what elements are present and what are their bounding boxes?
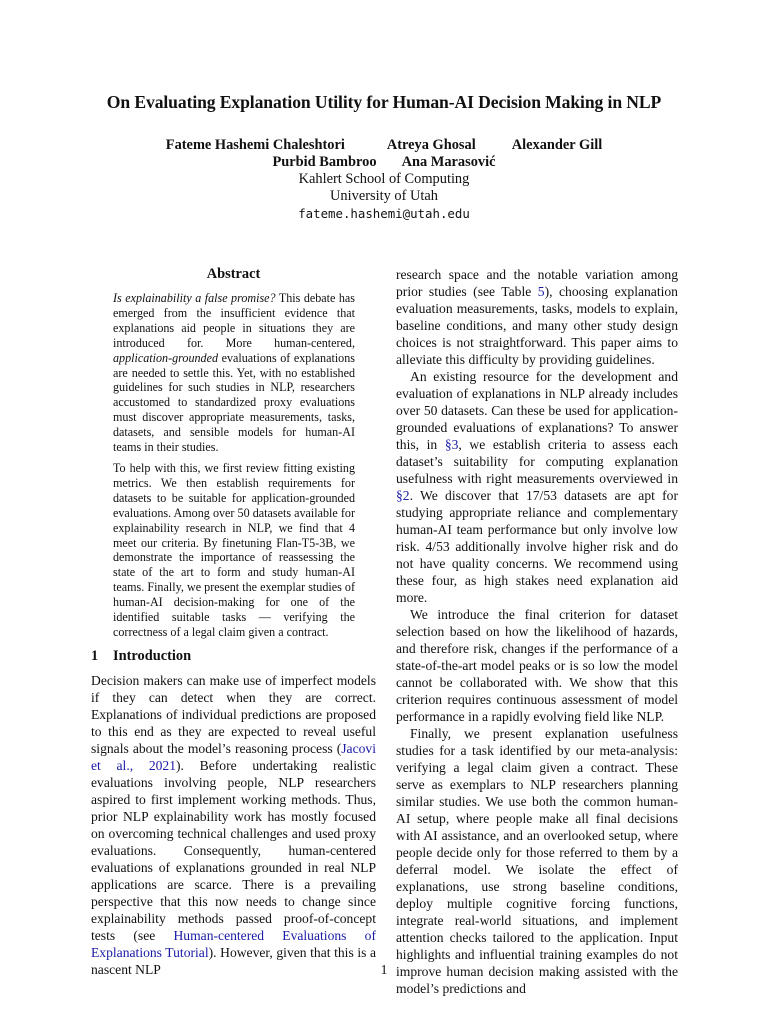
section-ref-link[interactable]: §3 <box>444 437 459 452</box>
abstract-question: Is explainability a false promise? <box>113 291 276 305</box>
right-column <box>396 266 678 997</box>
body-paragraph <box>396 368 678 606</box>
abstract-heading: Abstract <box>206 266 261 282</box>
abstract-paragraph <box>113 291 355 455</box>
affiliation-school: Kahlert School of Computing <box>298 171 470 187</box>
author-email: fateme.hashemi@utah.edu <box>298 206 470 221</box>
section-ref-link[interactable]: §2 <box>396 488 410 503</box>
tutorial-link[interactable]: Human-centered Evaluations of Explanations Tutorial <box>91 927 376 960</box>
section-heading-introduction <box>91 648 376 665</box>
affiliation-university: University of Utah <box>330 188 438 204</box>
section-title: Introduction <box>113 647 192 664</box>
body-paragraph: We introduce the final criterion for dataset selection based on how the likelihood of hazards, and therefore risk, changes if the performance of a state-of-the-art model peaks or is so low the model cannot be collaborated with. We show that this criterion requires continuous assessment of model performance in a rapidly evolving field like NLP. <box>396 607 678 724</box>
author-name: Atreya Ghosal <box>386 137 476 153</box>
body-text: , we establish criteria to assess each dataset’s suitability for computing explanation usefulness with right measurements overviewed in <box>396 437 678 486</box>
introduction-body <box>91 672 376 978</box>
abstract-emphasis: application-grounded <box>113 350 219 365</box>
author-name: Alexander Gill <box>511 137 603 153</box>
citation-link[interactable]: Jacovi et al., 2021 <box>91 740 376 773</box>
table-ref-link[interactable]: 5 <box>537 284 545 299</box>
section-number: 1 <box>91 647 99 664</box>
body-text: . We discover that 17/53 datasets are apt for studying appropriate reliance and complementary human-AI team performance but only involve low risk. 4/53 additionally involve higher risk and do not have quality concerns. We recommend using these four, as high stakes need explanation aid more. <box>396 488 678 605</box>
paper-title: On Evaluating Explanation Utility for Human-AI Decision Making in NLP <box>106 92 662 112</box>
abstract-body <box>113 291 355 640</box>
body-text: research space and the notable variation among prior studies (see Table <box>396 267 678 299</box>
body-text: ). However, given that this is a nascent NLP <box>91 944 376 977</box>
left-column <box>91 266 376 978</box>
author-name: Ana Marasović <box>401 154 496 170</box>
author-line-1 <box>0 137 768 154</box>
body-paragraph <box>396 266 678 368</box>
intro-paragraph <box>91 672 376 978</box>
body-text: ). Before undertaking realistic evaluations involving people, NLP researchers aspired to first implement working methods. Thus, prior NLP explainability work has mostly focused on overcoming technical challenges and used proxy evaluations. Consequently, human-centered evaluations of explanations grounded in real NLP applications are scarce. There is a prevailing perspective that this now needs to change since explainability methods passed proof-of-concept tests (see <box>91 757 376 943</box>
author-line-2 <box>0 154 768 171</box>
abstract-text: evaluations of explanations are needed to settle this. Yet, with no established guidelines for such studies in NLP, researchers accustomed to standardized proxy evaluations must discover appropriate measurements, tasks, datasets, and sensible models for human-AI teams in their studies. <box>113 350 355 455</box>
page-number: 1 <box>380 962 388 977</box>
body-text: ), choosing explanation evaluation measurements, tasks, models to explain, baseline conditions, and many other study design choices is not straightforward. This paper aims to alleviate this difficulty by providing guidelines. <box>396 284 678 367</box>
body-paragraph: Finally, we present explanation usefulness studies for a task identified by our meta-analysis: verifying a legal claim given a contract. These serve as exemplars to NLP researchers planning similar studies. We use both the common human-AI setup, where people make all final decisions with AI assistance, and an overlooked setup, where people decide only for those referred to them by a deferral model. We isolate the effect of explanations, use strong baseline conditions, deploy multiple cognitive forcing functions, integrate real-world situations, and implement attention checks tailored to the application. Input highlights and influential training examples do not improve human decision making assisted with the model’s predictions and <box>396 726 678 996</box>
body-text: An existing resource for the development and evaluation of explanations in NLP already includes over 50 datasets. Can these be used for application-grounded evaluations of explanations? To answer this, in <box>396 369 678 452</box>
abstract-paragraph: To help with this, we first review fitting existing metrics. We then establish requirements for datasets to be suitable for application-grounded evaluations. Among over 50 datasets available for explainability research in NLP, we find that 4 meet our criteria. By finetuning Flan-T5-3B, we demonstrate the importance of reassessing the state of the art to form and study human-AI teams. Finally, we present the exemplar studies of human-AI decision-making for one of the identified suitable tasks — verifying the correctness of a legal claim given a contract. <box>113 460 355 639</box>
author-name: Purbid Bambroo <box>272 154 377 170</box>
author-name: Fateme Hashemi Chaleshtori <box>165 137 345 153</box>
body-text: Decision makers can make use of imperfect models if they can detect when they are correct. Explanations of individual predictions are proposed to this end as they are expected to reveal useful signals about the model’s reasoning process ( <box>91 672 376 756</box>
abstract-text: This debate has emerged from the insufficient evidence that explanations aid people in situations they are introduced for. More human-centered, <box>113 291 356 350</box>
